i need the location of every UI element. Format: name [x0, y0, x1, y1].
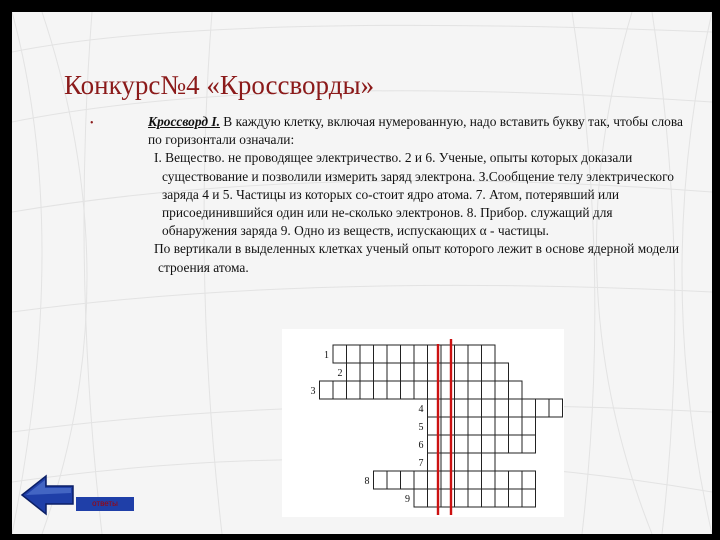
- crossword-row-number: 7: [418, 458, 424, 469]
- crossword-cell: [482, 381, 496, 399]
- crossword-cell: [455, 471, 469, 489]
- crossword-cell: [360, 381, 374, 399]
- crossword-cell: [455, 363, 469, 381]
- crossword-cell: [482, 471, 496, 489]
- crossword-cell: [468, 417, 482, 435]
- crossword-cell: [441, 435, 455, 453]
- bullet-marker: •: [90, 118, 94, 129]
- crossword-cell: [468, 399, 482, 417]
- back-button[interactable]: [20, 474, 75, 516]
- crossword-row-number: 8: [364, 476, 370, 487]
- crossword-cell: [414, 489, 428, 507]
- intro-lead: Кроссворд I.: [148, 114, 220, 129]
- crossword-cell: [522, 417, 536, 435]
- crossword-cell: [509, 399, 523, 417]
- crossword-cell: [441, 399, 455, 417]
- crossword-cell: [347, 363, 361, 381]
- crossword-cell: [387, 345, 401, 363]
- crossword-cell: [387, 381, 401, 399]
- crossword-cell: [374, 363, 388, 381]
- crossword-row-number: 2: [337, 368, 343, 379]
- crossword-cell: [468, 471, 482, 489]
- crossword-cell: [468, 381, 482, 399]
- vertical-clue: По вертикали в выделенных клетках ученый опыт которого лежит в основе ядерной модели строения атома.: [154, 241, 680, 275]
- crossword-cell: [455, 489, 469, 507]
- crossword-cell: [455, 399, 469, 417]
- crossword-cell: [387, 471, 401, 489]
- crossword-cell: [347, 345, 361, 363]
- crossword-cell: [320, 381, 334, 399]
- crossword-cell: [468, 489, 482, 507]
- crossword-cell: [509, 417, 523, 435]
- crossword-cell: [509, 489, 523, 507]
- crossword-cell: [482, 399, 496, 417]
- crossword-cell: [374, 381, 388, 399]
- crossword-cell: [441, 489, 455, 507]
- crossword-cell: [468, 435, 482, 453]
- crossword-cell: [441, 471, 455, 489]
- crossword-cell: [401, 381, 415, 399]
- crossword-cell: [522, 399, 536, 417]
- crossword-cell: [495, 435, 509, 453]
- crossword-row-number: 1: [324, 350, 329, 361]
- horizontal-clues: I. Вещество. не проводящее электричество. 2 и 6. Ученые, опыты которых доказали существование и позволили измерить заряд электрона. З.Сообщение телу электрического заряда 4 и 5. Частицы из которых со-стоит ядро атома. 7. Атом, потерявший или присоединившийся один или не-сколько электронов. 8. Прибор. служащий для обнаружения заряда 9. Одно из веществ, испускающих α - частицы.: [154, 150, 674, 239]
- crossword-cell: [401, 345, 415, 363]
- crossword-row-number: 3: [310, 386, 316, 397]
- crossword-cell: [482, 363, 496, 381]
- crossword-cell: [441, 381, 455, 399]
- crossword-cell: [549, 399, 563, 417]
- crossword-cell: [374, 345, 388, 363]
- crossword-cell: [495, 399, 509, 417]
- crossword-grid: [282, 329, 564, 517]
- crossword-cell: [495, 489, 509, 507]
- page-title: Конкурс№4 «Кроссворды»: [64, 70, 375, 100]
- crossword-cell: [360, 345, 374, 363]
- crossword-cell: [536, 399, 550, 417]
- crossword-cell: [455, 345, 469, 363]
- crossword-cell: [401, 363, 415, 381]
- crossword-cell: [414, 345, 428, 363]
- crossword-cell: [468, 363, 482, 381]
- crossword-row-number: 9: [405, 494, 410, 505]
- crossword-cell: [455, 435, 469, 453]
- crossword-cell: [522, 435, 536, 453]
- arrow-left-icon: [20, 474, 75, 516]
- crossword-cell: [455, 381, 469, 399]
- crossword-cell: [387, 363, 401, 381]
- crossword-cell: [522, 471, 536, 489]
- crossword-cell: [482, 345, 496, 363]
- crossword-row-number: 4: [418, 404, 424, 415]
- crossword-cell: [495, 363, 509, 381]
- crossword-cell: [482, 435, 496, 453]
- crossword-cell: [509, 435, 523, 453]
- crossword-cell: [441, 453, 455, 471]
- crossword-cell: [482, 417, 496, 435]
- intro-rest: В каждую клетку, включая нумерованную, надо вставить букву так, чтобы слова по горизонтали означали:: [148, 114, 683, 148]
- crossword-cell: [495, 381, 509, 399]
- crossword-cell: [441, 417, 455, 435]
- crossword-cell: [414, 381, 428, 399]
- crossword-row-number: 6: [418, 440, 424, 451]
- crossword-cell: [495, 417, 509, 435]
- answers-link[interactable]: ответы: [76, 497, 134, 511]
- crossword-cell: [482, 489, 496, 507]
- crossword-cell: [495, 471, 509, 489]
- crossword-row-number: 5: [418, 422, 424, 433]
- crossword-cell: [347, 381, 361, 399]
- crossword-cell: [333, 345, 347, 363]
- crossword-cell: [360, 363, 374, 381]
- crossword-cell: [509, 381, 523, 399]
- crossword-cell: [414, 363, 428, 381]
- crossword-cell: [509, 471, 523, 489]
- crossword-cell: [441, 345, 455, 363]
- crossword-cell: [482, 453, 496, 471]
- crossword-cell: [455, 453, 469, 471]
- crossword-cell: [374, 471, 388, 489]
- crossword-cell: [333, 381, 347, 399]
- task-text: [90, 113, 689, 277]
- crossword-cell: [441, 363, 455, 381]
- slide: [12, 12, 712, 534]
- crossword-cell: [455, 417, 469, 435]
- crossword-cell: [401, 471, 415, 489]
- crossword-cell: [522, 489, 536, 507]
- intro-paragraph: [114, 113, 689, 149]
- crossword-cell: [414, 471, 428, 489]
- crossword-cell: [468, 345, 482, 363]
- crossword-cell: [468, 453, 482, 471]
